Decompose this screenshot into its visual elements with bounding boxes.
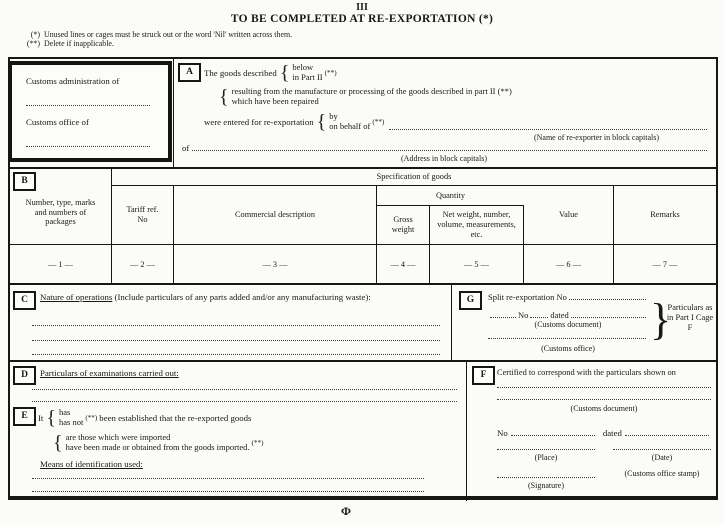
option-below: below: [292, 62, 314, 73]
origin-options-line: [216, 87, 512, 107]
has-options: [59, 408, 83, 427]
customs-document-caption: (Customs document): [570, 404, 638, 413]
write-line: [488, 338, 646, 339]
write-line: [32, 401, 457, 402]
customs-administration-box: [8, 61, 172, 162]
write-line: [192, 150, 707, 151]
no-dated-line: [497, 428, 711, 438]
split-reexportation-block: [488, 292, 648, 353]
place-caption: (Place): [534, 453, 558, 462]
write-line: [490, 317, 516, 318]
write-line: [530, 317, 548, 318]
col-number: — 2 —: [112, 245, 174, 285]
form-title: TO BE COMPLETED AT RE-EXPORTATION (*): [230, 13, 494, 25]
option-on-behalf-of: on behalf of: [329, 121, 371, 131]
footnote-marker: (*): [30, 30, 40, 39]
col-header-remarks: Remarks: [650, 210, 680, 220]
entered-line: [204, 112, 709, 132]
write-line: [32, 478, 424, 479]
customs-document-caption: (Customs document): [534, 320, 602, 330]
col-number: — 6 —: [524, 245, 614, 285]
write-line: [32, 340, 440, 341]
delete-note: (**): [251, 438, 264, 447]
section-e-label: E: [13, 407, 36, 426]
brace: {: [279, 62, 290, 84]
write-line: [32, 354, 440, 355]
write-line: [569, 299, 646, 300]
write-line: [26, 146, 150, 147]
of-label: of: [182, 143, 190, 153]
write-line: [389, 129, 707, 130]
option-repaired: which have been repaired: [231, 96, 319, 106]
address-caption: (Address in block capitals): [401, 154, 487, 163]
name-caption: (Name of re-exporter in block capitals): [533, 133, 660, 142]
section-f: [467, 362, 716, 501]
footnote: [20, 30, 580, 39]
col-number: — 7 —: [652, 260, 678, 270]
split-line: [488, 292, 648, 302]
col-header-description: Commercial description: [174, 186, 377, 244]
dated-label: dated: [550, 310, 569, 321]
no-label: No: [497, 428, 508, 438]
nature-of-operations: [40, 292, 432, 302]
write-line: [26, 105, 150, 106]
nature-of-operations-note: (Include particulars of any parts added and/or any manufacturing waste):: [114, 292, 371, 302]
entered-options: [329, 112, 370, 131]
split-label: Split re-exportation No: [488, 292, 567, 302]
section-g: [452, 285, 716, 362]
option-imported: are those which were imported: [65, 432, 171, 443]
write-line: [571, 317, 646, 318]
col-header-gross-weight: [377, 206, 430, 244]
sheet-mark: Φ: [341, 504, 351, 518]
office-line: [488, 338, 648, 342]
goods-described-text: The goods described: [204, 67, 277, 78]
section-a: [173, 59, 717, 167]
section-d-label: D: [13, 366, 36, 385]
write-line: [32, 325, 440, 326]
write-line: [497, 399, 711, 400]
signature-caption: (Signature): [528, 481, 564, 490]
established-text: been established that the re-exported goods: [99, 412, 252, 423]
write-line: [625, 435, 709, 436]
col-header-packages: [10, 169, 112, 244]
col-header-text: Number, type, marks and numbers of packages: [25, 197, 96, 227]
write-line: [613, 449, 711, 450]
customs-administration-label: Customs administration of: [26, 76, 120, 86]
option-has: has: [58, 407, 71, 418]
col-header-text: Gross weight: [391, 215, 415, 234]
customs-office-stamp-caption: (Customs office stamp): [624, 469, 700, 478]
no-dated-line: [488, 310, 648, 320]
spec-of-goods-header: Specification of goods: [112, 169, 716, 186]
write-line: [497, 387, 711, 388]
nature-of-operations-title: Nature of operations: [40, 292, 113, 302]
section-f-label: F: [472, 366, 495, 385]
option-has-not: has not: [58, 417, 84, 427]
form-part-number: III: [356, 2, 368, 13]
section-c-label: C: [13, 291, 36, 310]
write-line: [497, 477, 595, 478]
goods-origin-line: [50, 433, 265, 453]
option-by: by: [329, 111, 338, 122]
origin-options: [232, 87, 512, 106]
write-line: [511, 435, 595, 436]
section-d-e: [10, 362, 467, 501]
footnote-marker: (**): [26, 39, 40, 49]
brace: {: [53, 432, 63, 454]
goods-described-line: [204, 63, 339, 83]
form-frame: [8, 57, 718, 500]
write-line: [32, 389, 457, 390]
option-made-or-obtained: have been made or obtained from the goods imported.: [65, 442, 250, 452]
footnote-text: Unused lines or cages must be struck out or the word 'Nil' written across them.: [44, 30, 293, 39]
goods-described-options: [292, 63, 322, 82]
address-line: [182, 143, 709, 153]
col-header-net-weight: [430, 206, 524, 244]
col-header-text: Net weight, number, volume, measurements, etc.: [437, 210, 516, 239]
no-label: No: [518, 310, 529, 321]
dated-label: dated: [602, 428, 622, 438]
col-number: — 1 —: [10, 245, 112, 285]
section-b-label: B: [13, 172, 36, 191]
established-line: [38, 408, 251, 428]
footnotes: [20, 30, 580, 49]
row-d-e-f: [10, 360, 716, 501]
entered-text: were entered for re-exportation: [204, 116, 314, 127]
footnote: [20, 39, 580, 48]
section-a-label: A: [178, 63, 201, 82]
delete-note: (**): [372, 117, 385, 126]
particulars-side-note: Particulars as in Part I Cage F: [666, 303, 714, 332]
delete-note: (**): [324, 68, 337, 77]
col-header-text: Tariff ref. No: [126, 205, 159, 224]
certified-text: Certified to correspond with the particulars shown on: [497, 368, 676, 377]
write-line: [497, 449, 595, 450]
delete-note: (**): [85, 413, 98, 422]
col-number: — 5 —: [430, 245, 524, 285]
section-g-label: G: [459, 291, 482, 310]
section-c: [10, 285, 452, 362]
row-c-g: [10, 283, 716, 362]
brace: }: [650, 295, 672, 344]
brace: {: [219, 86, 229, 108]
brace: {: [46, 407, 56, 429]
option-in-part-ii: in Part II: [292, 72, 323, 82]
examinations-title: Particulars of examinations carried out:: [40, 368, 179, 378]
option-resulting: resulting from the manufacture or processing of the goods described in part II (**): [231, 86, 512, 97]
means-of-identification-title: Means of identification used:: [40, 459, 143, 469]
column-number-row: [10, 244, 716, 286]
col-number: — 4 —: [377, 245, 430, 285]
it-label: It: [38, 412, 44, 423]
brace: {: [316, 111, 327, 133]
section-b-table: [10, 167, 716, 285]
date-caption: (Date): [651, 453, 673, 462]
col-header-value: Value: [524, 186, 614, 244]
write-line: [32, 491, 424, 492]
origin-options: [66, 433, 250, 452]
customs-office-label: Customs office of: [26, 117, 89, 127]
footnote-text: Delete if inapplicable.: [44, 39, 114, 49]
customs-office-caption: (Customs office): [541, 343, 595, 353]
quantity-header: Quantity: [377, 186, 524, 206]
col-number: — 3 —: [174, 245, 377, 285]
col-header-tariff: [112, 186, 174, 244]
